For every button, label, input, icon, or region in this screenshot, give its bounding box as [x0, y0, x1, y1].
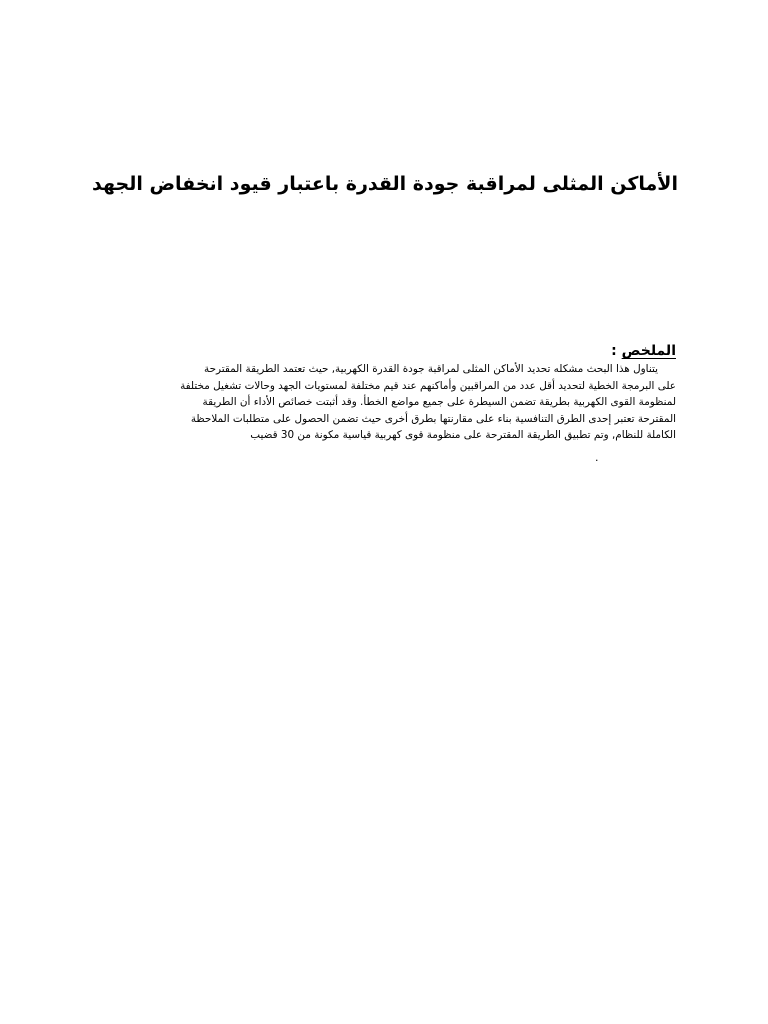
abstract-line: لمنظومة القوى الكهربية بطريقة تضمن السيطرة على جميع مواضع الخطأ. وقد أثبتت خصائص الأداء أن الطريقة: [202, 396, 676, 408]
abstract-line: يتناول هذا البحث مشكله تحديد الأماكن المثلى لمراقبة جودة القدرة الكهربية, حيث تعتمد الطريقة المقترحة: [204, 363, 658, 375]
abstract-line: على البرمجة الخطية لتحديد أقل عدد من المراقبين وأماكنهم عند قيم مختلفة لمستويات الجهد وحالات تشغيل مختلفة: [180, 379, 676, 392]
abstract-heading-colon: :: [611, 343, 617, 359]
abstract-body: [88, 361, 676, 444]
abstract-line: الكاملة للنظام, وتم تطبيق الطريقة المقترحة على منظومة قوى كهربية قياسية مكونة من 30 قضيب: [250, 429, 676, 441]
abstract-heading-label: الملخص: [621, 343, 676, 359]
abstract-heading: [88, 341, 676, 361]
abstract-section: [88, 341, 676, 444]
abstract-line: المقترحة تعتبر إحدى الطرق التنافسية بناء على مقارنتها بطرق أخرى حيث تضمن الحصول على متطلبات الملاحظة: [190, 412, 676, 425]
paper-title: الأماكن المثلى لمراقبة جودة القدرة باعتبار قيود انخفاض الجهد: [92, 173, 678, 195]
trailing-period: .: [595, 451, 599, 464]
